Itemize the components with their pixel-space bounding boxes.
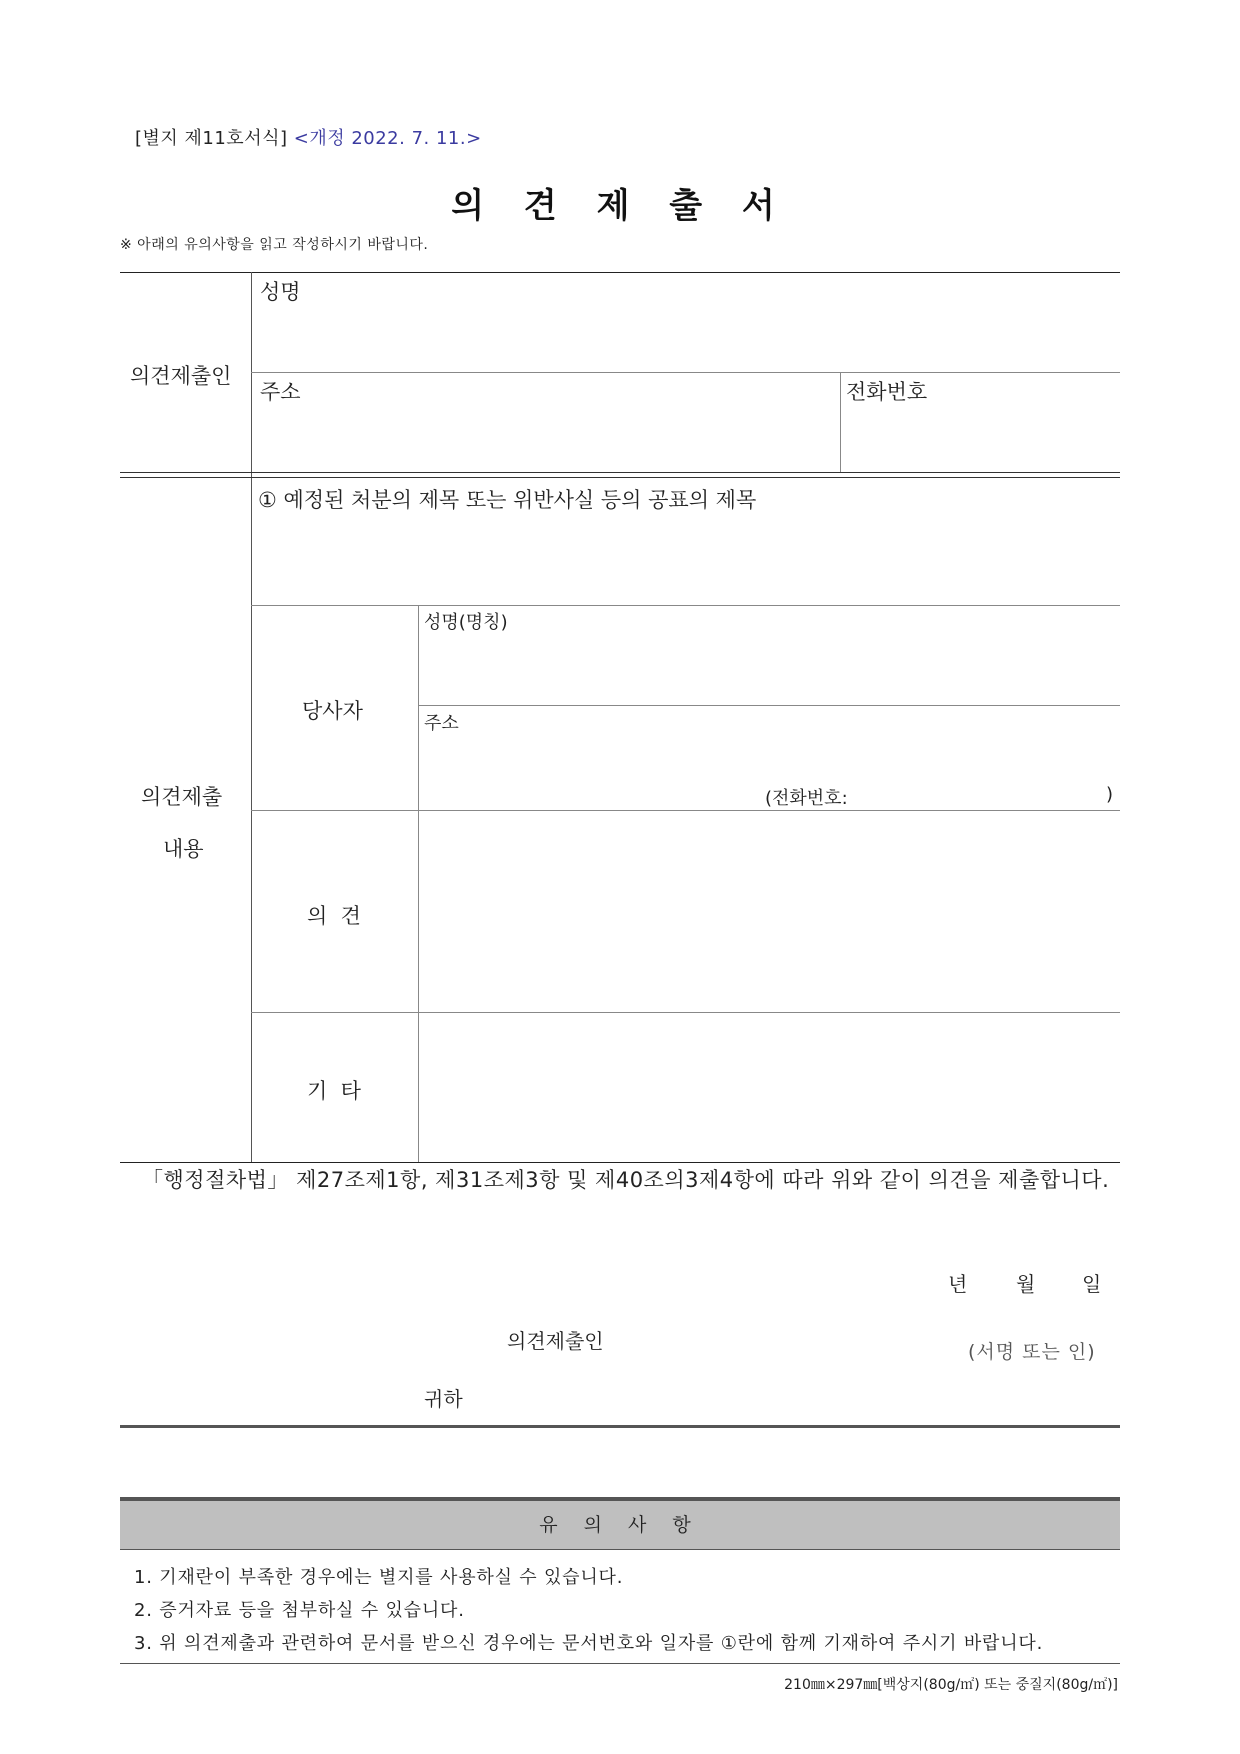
party-label: 당사자	[302, 699, 363, 723]
party-row-divider	[418, 705, 1120, 706]
submitter-sign-label: 의견제출인	[507, 1329, 604, 1353]
table-top-border	[120, 272, 1120, 273]
instruction-notice: ※ 아래의 유의사항을 읽고 작성하시기 바랍니다.	[120, 237, 429, 253]
phone-field[interactable]	[846, 396, 1116, 470]
month-label: 월	[1016, 1272, 1036, 1296]
content-section-label-line2: 내용	[163, 837, 204, 861]
address-label: 주소	[260, 380, 301, 404]
party-phone-close: )	[1106, 784, 1114, 805]
day-label: 일	[1082, 1272, 1102, 1296]
page-title: 의 견 제 출 서	[451, 186, 789, 226]
section-divider-lower	[120, 477, 1120, 478]
party-name-label: 성명(명칭)	[424, 612, 508, 633]
address-field[interactable]	[256, 396, 836, 470]
year-label: 년	[948, 1272, 968, 1296]
sublabel-column-divider	[418, 605, 419, 1162]
party-name-field[interactable]	[424, 632, 1116, 702]
form-reference	[135, 124, 482, 150]
submitter-row-divider	[251, 372, 1120, 373]
content-section-label-line1: 의견제출	[141, 785, 223, 809]
form-number: [별지 제11호서식]	[135, 128, 288, 149]
submitter-section-label: 의견제출인	[130, 364, 232, 388]
opinion-label: 의 견	[307, 904, 361, 928]
disposition-title-field[interactable]	[256, 512, 1116, 602]
note-item: 2. 증거자료 등을 첨부하실 수 있습니다.	[134, 1600, 465, 1621]
other-label: 기 타	[307, 1079, 361, 1103]
name-field[interactable]	[256, 296, 1116, 372]
party-phone-field[interactable]	[858, 782, 1098, 806]
phone-column-divider	[840, 372, 841, 472]
party-bottom-divider	[251, 810, 1120, 811]
party-phone-label: (전화번호:	[765, 788, 848, 809]
addressee-label: 귀하	[424, 1387, 463, 1411]
disposition-title-label: ① 예정된 처분의 제목 또는 위반사실 등의 공표의 제목	[258, 488, 757, 512]
declaration-text: 「행정절차법」 제27조제1항, 제31조제3항 및 제40조의3제4항에 따라 위와 같이 의견을 제출합니다.	[142, 1168, 1110, 1192]
note-item: 1. 기재란이 부족한 경우에는 별지를 사용하실 수 있습니다.	[134, 1567, 624, 1588]
name-label: 성명	[260, 280, 301, 304]
notes-bottom-border	[120, 1663, 1120, 1664]
opinion-field[interactable]	[424, 815, 1116, 1010]
party-address-field[interactable]	[424, 732, 1116, 780]
revision-date: <개정 2022. 7. 11.>	[293, 128, 482, 149]
other-field[interactable]	[424, 1016, 1116, 1158]
declaration-bottom-border	[120, 1425, 1120, 1428]
signature-placeholder[interactable]: (서명 또는 인)	[968, 1341, 1096, 1363]
note-item: 3. 위 의견제출과 관련하여 문서를 받으신 경우에는 문서번호와 일자를 ①란에 함께 기재하여 주시기 바랍니다.	[134, 1633, 1044, 1654]
phone-label: 전화번호	[846, 380, 928, 404]
section-divider-upper	[120, 472, 1120, 473]
title-row-divider	[251, 605, 1120, 606]
paper-spec: 210㎜×297㎜[백상지(80g/㎡) 또는 중질지(80g/㎡)]	[784, 1677, 1118, 1693]
label-column-divider	[251, 272, 252, 1162]
opinion-bottom-divider	[251, 1012, 1120, 1013]
notes-heading: 유 의 사 항	[120, 1497, 1120, 1550]
party-address-label: 주소	[424, 713, 459, 734]
